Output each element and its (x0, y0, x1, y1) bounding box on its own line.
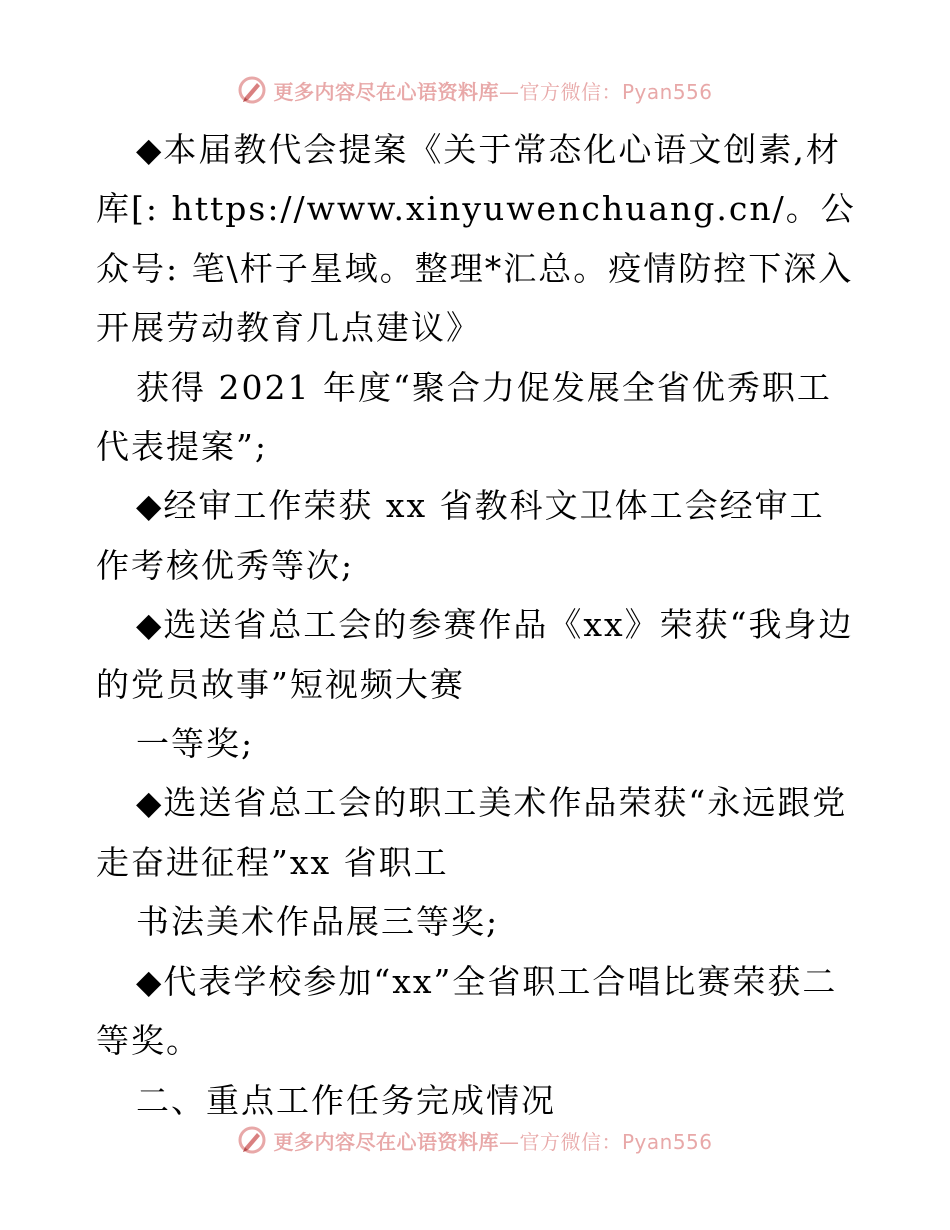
wechat-id: Pyan556 (621, 1129, 713, 1154)
paragraph-chorus: ◆代表学校参加“xx”全省职工合唱比赛荣获二等奖。 (96, 961, 838, 1061)
pen-circle-icon (237, 1125, 267, 1155)
header-watermark-banner (0, 70, 950, 110)
watermark-text (273, 76, 712, 105)
paragraph-video-contest: ◆选送省总工会的参赛作品《xx》荣获“我身边的党员故事”短视频大赛 (96, 605, 854, 704)
wechat-label: 官方微信： (519, 1129, 622, 1154)
section-heading: 二、重点工作任务完成情况 (136, 1080, 556, 1120)
wechat-id: Pyan556 (621, 79, 713, 104)
separator: — (498, 79, 520, 104)
pen-circle-icon (237, 75, 267, 105)
paragraph-award-2021: 获得 2021 年度“聚合力促发展全省优秀职工代表提案”; (96, 367, 832, 467)
paragraph-audit: ◆经审工作荣获 xx 省教科文卫体工会经审工作考核优秀等次; (96, 486, 825, 585)
paragraph-proposal: ◆本届教代会提案《关于常态化心语文创素,材库[: https://www.xinyuwenchuang.cn/。公众号: 笔\杆子星域。整理*汇总。疫情防控下深入开展劳动教育几点建议》 (96, 130, 856, 348)
brand-text: 更多内容尽在心语资料库 (273, 79, 499, 104)
footer-watermark-banner (0, 1120, 950, 1160)
brand-text: 更多内容尽在心语资料库 (273, 1129, 499, 1154)
wechat-label: 官方微信： (519, 79, 622, 104)
document-body (96, 120, 856, 1130)
watermark-text (273, 1126, 712, 1155)
paragraph-art-works: ◆选送省总工会的职工美术作品荣获“永远跟党走奋进征程”xx 省职工 (96, 783, 848, 882)
separator: — (498, 1129, 520, 1154)
paragraph-third-prize: 书法美术作品展三等奖; (136, 902, 500, 942)
paragraph-first-prize: 一等奖; (136, 724, 255, 764)
